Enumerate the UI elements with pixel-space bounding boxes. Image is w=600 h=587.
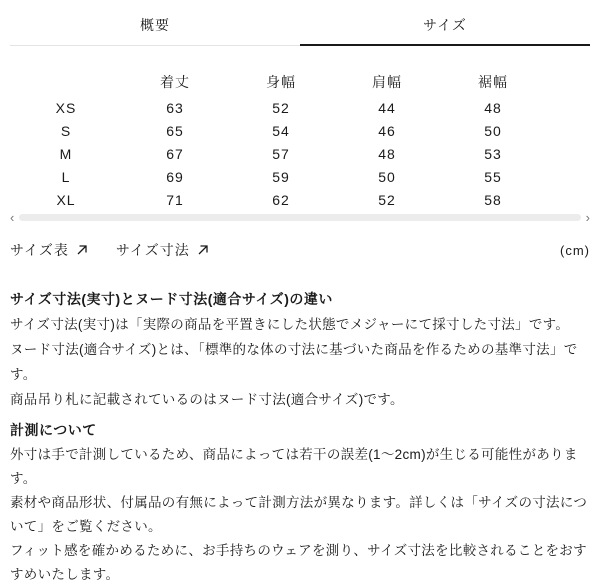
value-cell: 46 (378, 122, 396, 139)
value-cell: 53 (484, 145, 502, 162)
size-chart-link-label: サイズ表 (10, 242, 69, 258)
section-heading: 計測について (10, 422, 97, 438)
size-dimensions-link-label: サイズ寸法 (115, 242, 190, 258)
row-label-s: S (60, 122, 72, 139)
table-row (10, 142, 590, 165)
value-cell: 67 (166, 145, 184, 162)
row-label-m: M (59, 145, 73, 162)
value-cell: 48 (484, 99, 502, 116)
column-header-shoulder-width: 肩幅 (372, 74, 402, 90)
section-measurement-notes (10, 420, 590, 587)
value-cell: 71 (166, 191, 184, 208)
value-cell: 59 (272, 168, 290, 185)
scrollbar-track[interactable] (19, 214, 580, 221)
value-cell: 48 (378, 145, 396, 162)
links-row (10, 240, 590, 260)
table-row (10, 119, 590, 142)
section-heading: サイズ寸法(実寸)とヌード寸法(適合サイズ)の違い (10, 291, 333, 307)
section-paragraph: 商品吊り札に記載されているのはヌード寸法(適合サイズ)です。 (10, 392, 404, 407)
tab-overview[interactable] (10, 15, 300, 46)
value-cell: 65 (166, 122, 184, 139)
section-paragraph: サイズ寸法(実寸)は「実際の商品を平置きにした状態でメジャーにて採寸した寸法」です。 (10, 317, 570, 332)
row-label-xs: XS (55, 99, 77, 116)
size-chart-link[interactable] (10, 240, 88, 260)
tab-overview-label: 概要 (140, 17, 170, 33)
tab-size-label: サイズ (423, 17, 467, 33)
row-label-l: L (61, 168, 71, 185)
section-size-definitions (10, 289, 590, 412)
size-table (10, 68, 590, 211)
section-paragraph: 素材や商品形状、付属品の有無によって計測方法が異なります。詳しくは「サイズの寸法について」をご覧ください。 (10, 495, 588, 534)
column-header-hem-width: 裾幅 (478, 74, 508, 90)
table-row (10, 188, 590, 211)
value-cell: 50 (378, 168, 396, 185)
value-cell: 63 (166, 99, 184, 116)
value-cell: 55 (484, 168, 502, 185)
value-cell: 62 (272, 191, 290, 208)
table-scrollbar (10, 210, 590, 225)
external-link-icon (197, 244, 209, 256)
value-cell: 52 (272, 99, 290, 116)
section-paragraph: ヌード寸法(適合サイズ)とは、「標準的な体の寸法に基づいた商品を作るための基準寸法」です。 (10, 342, 578, 382)
column-header-body-width: 身幅 (266, 74, 296, 90)
unit-label: (cm) (560, 242, 590, 258)
row-label-xl: XL (56, 191, 76, 208)
tab-size[interactable] (300, 15, 590, 46)
value-cell: 58 (484, 191, 502, 208)
size-dimensions-link[interactable] (116, 240, 209, 260)
table-row (10, 96, 590, 119)
size-table-header-row (10, 68, 590, 96)
scroll-left-icon[interactable]: ‹ (10, 210, 15, 225)
tab-bar (10, 0, 590, 46)
table-row (10, 165, 590, 188)
value-cell: 52 (378, 191, 396, 208)
value-cell: 69 (166, 168, 184, 185)
value-cell: 57 (272, 145, 290, 162)
section-paragraph: 外寸は手で計測しているため、商品によっては若干の誤差(1〜2cm)が生じる可能性があります。 (10, 447, 578, 486)
external-link-icon (76, 244, 88, 256)
section-paragraph: フィット感を確かめるために、お手持ちのウェアを測り、サイズ寸法を比較されることをおすすめいたします。 (10, 543, 587, 582)
column-header-length: 着丈 (160, 74, 190, 90)
value-cell: 50 (484, 122, 502, 139)
value-cell: 54 (272, 122, 290, 139)
scroll-right-icon[interactable]: › (585, 210, 590, 225)
value-cell: 44 (378, 99, 396, 116)
